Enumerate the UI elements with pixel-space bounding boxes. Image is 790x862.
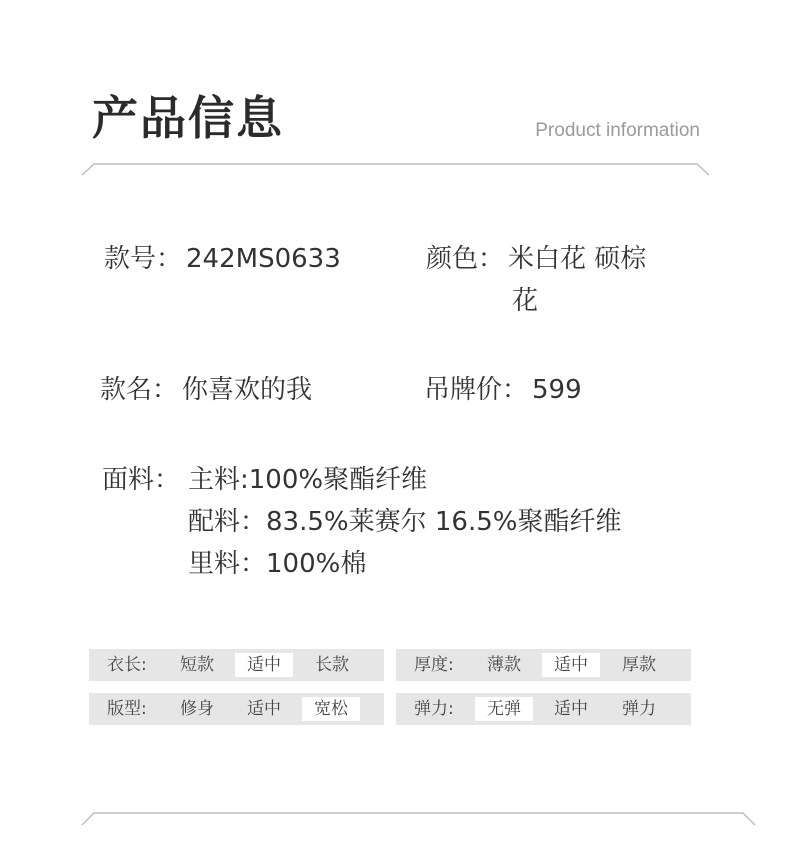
length-label: 衣长: bbox=[107, 655, 147, 675]
fit-option-regular: 适中 bbox=[247, 699, 281, 719]
fabric-lining: 里料：100%棉 bbox=[188, 549, 367, 579]
length-selector bbox=[89, 649, 384, 681]
elasticity-option-none: 无弹 bbox=[475, 697, 533, 721]
length-option-short: 短款 bbox=[180, 655, 214, 675]
page-subtitle: Product information bbox=[535, 120, 700, 141]
fit-selector bbox=[89, 693, 384, 725]
footer-divider bbox=[0, 806, 790, 830]
elasticity-label: 弹力: bbox=[414, 699, 454, 719]
fabric-secondary: 配料：83.5%莱赛尔 16.5%聚酯纤维 bbox=[188, 507, 622, 537]
header-divider bbox=[0, 158, 790, 178]
color-value-line1: 米白花 硕棕 bbox=[508, 244, 647, 274]
thickness-option-thick: 厚款 bbox=[622, 655, 656, 675]
style-name-label: 款名： bbox=[100, 375, 179, 405]
style-number-label: 款号： bbox=[104, 244, 183, 274]
style-name-row bbox=[100, 369, 312, 411]
color-value-line2: 花 bbox=[512, 286, 539, 316]
elasticity-selector bbox=[396, 693, 691, 725]
fabric-label: 面料： bbox=[102, 465, 181, 495]
color-row bbox=[426, 238, 646, 280]
thickness-selector bbox=[396, 649, 691, 681]
fabric-main: 主料:100%聚酯纤维 bbox=[188, 465, 428, 495]
length-option-long: 长款 bbox=[315, 655, 349, 675]
style-number-value: 242MS0633 bbox=[186, 244, 341, 274]
style-name-value: 你喜欢的我 bbox=[182, 375, 313, 405]
page-title: 产品信息 bbox=[92, 91, 284, 145]
price-value: 599 bbox=[532, 375, 582, 405]
price-row bbox=[424, 369, 582, 411]
color-label: 颜色： bbox=[426, 244, 505, 274]
fit-option-slim: 修身 bbox=[180, 699, 214, 719]
elasticity-option-medium: 适中 bbox=[554, 699, 588, 719]
style-number-row bbox=[104, 238, 341, 280]
price-label: 吊牌价： bbox=[424, 375, 529, 405]
thickness-option-medium: 适中 bbox=[542, 653, 600, 677]
thickness-label: 厚度: bbox=[414, 655, 454, 675]
elasticity-option-stretch: 弹力 bbox=[622, 699, 656, 719]
thickness-option-thin: 薄款 bbox=[487, 655, 521, 675]
fit-option-loose: 宽松 bbox=[302, 697, 360, 721]
fit-label: 版型: bbox=[107, 699, 147, 719]
length-option-medium: 适中 bbox=[235, 653, 293, 677]
